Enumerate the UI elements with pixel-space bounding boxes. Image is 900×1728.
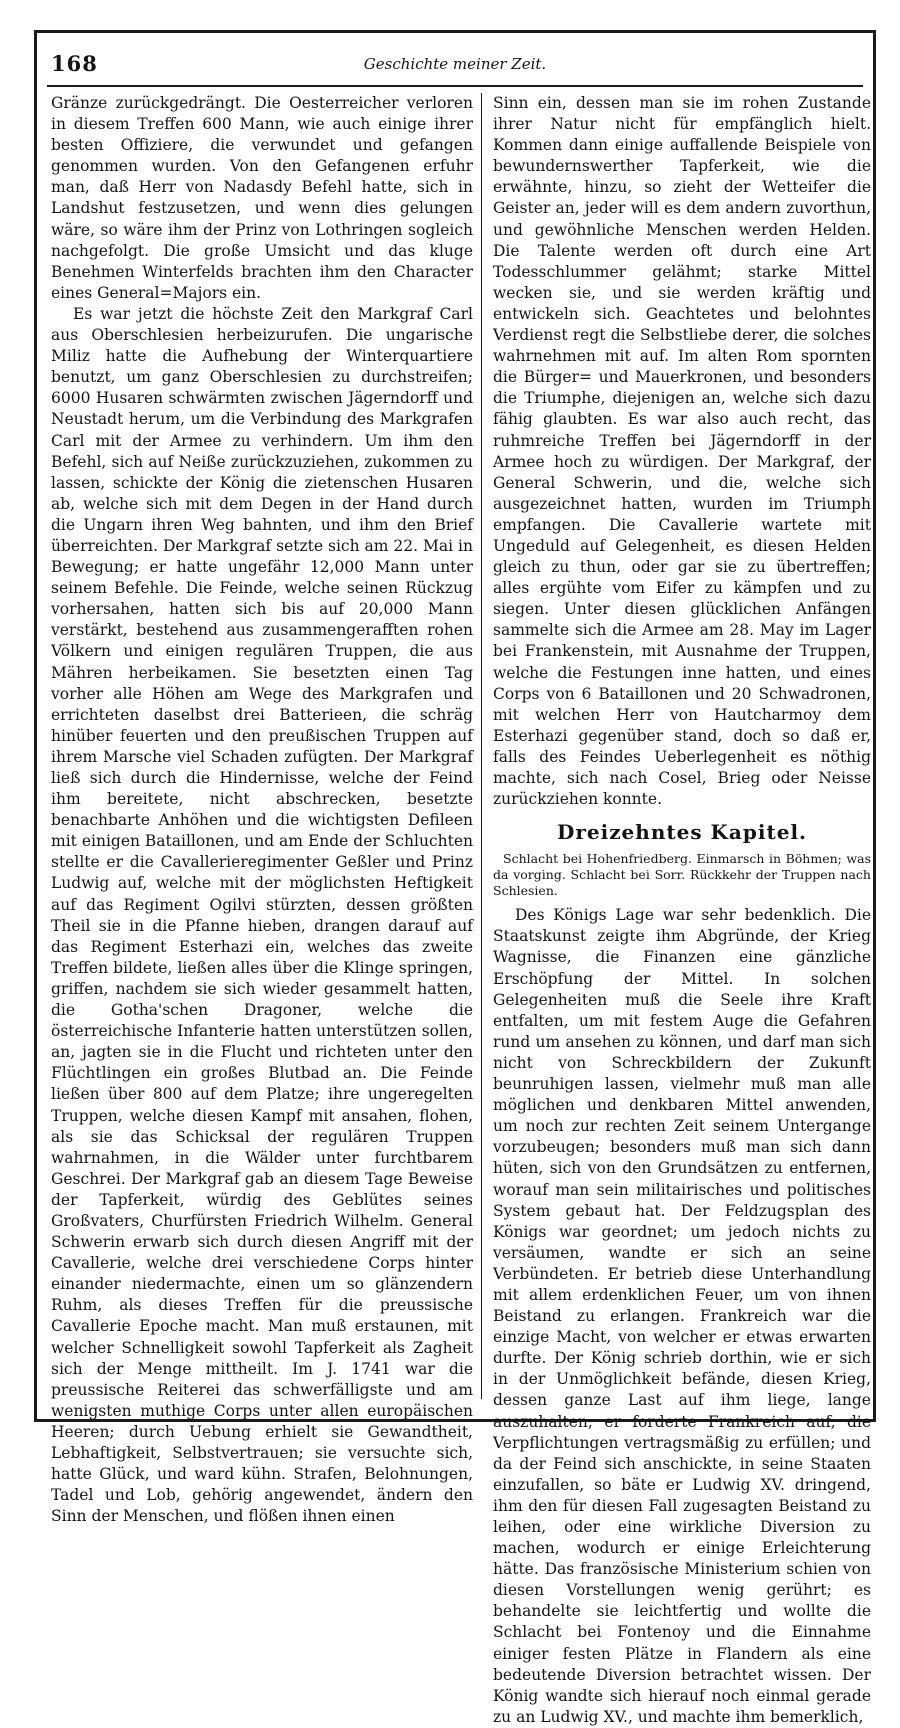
page-frame	[34, 30, 876, 1726]
right-column	[493, 93, 871, 1726]
paragraph: Sinn ein, dessen man sie im rohen Zustande ihrer Natur nicht für empfänglich hielt. Kommen dann einige auffallende Beispiele von bewundernswerther Tapferkeit, wie die erwähnte, hinzu, so zieht der Wetteifer die Geister an, jeder will es dem andern zuvorthun, und gewöhnliche Menschen werden Helden. Die Talente werden oft durch eine Art Todesschlummer gelähmt; starke Mittel wecken sie, und sie werden kräftig und entwickeln sich. Geachtetes und belohntes Verdienst regt die Selbstliebe derer, die solches wahrnehmen mit auf. Im alten Rom spornten die Bürger= und Mauerkronen, und besonders die Triumphe, diejenigen an, welche sich dazu fähig glaubten. Es war also auch recht, das ruhmreiche Treffen bei Jägerndorff in der Armee hoch zu würdigen. Der Markgraf, der General Schwerin, und die, welche sich ausgezeichnet hatten, wurden im Triumph empfangen. Die Cavallerie wartete mit Ungeduld auf Gelegenheit, es diesen Helden gleich zu thun, oder gar sie zu übertreffen; alles ergühte vom Eifer zu kämpfen und zu siegen. Unter diesen glücklichen Anfängen sammelte sich die Armee am 28. May im Lager bei Frankenstein, mit Ausnahme der Truppen, welche die Festungen inne hatten, und eines Corps von 6 Bataillonen und 20 Schwadronen, mit welchen Herr von Hautcharmoy dem Esterhazi gegenüber stand, doch so daß er, falls des Feindes Ueberlegenheit es nöthig machte, sich nach Cosel, Brieg oder Neisse zurückziehen konnte.	[493, 94, 871, 809]
chapter-summary: Schlacht bei Hohenfriedberg. Einmarsch in Böhmen; was da vorging. Schlacht bei Sorr. Rückkehr der Truppen nach Schlesien.	[493, 851, 871, 899]
column-divider	[481, 93, 482, 1399]
page-header	[47, 45, 863, 87]
left-column	[51, 93, 473, 1526]
paragraph: Gränze zurückgedrängt. Die Oesterreicher verloren in diesem Treffen 600 Mann, wie auch einige ihrer besten Offiziere, die verwundet und gefangen genommen wurden. Von den Gefangenen erfuhr man, daß Herr von Nadasdy Befehl hatte, sich in Landshut festzusetzen, und wenn dies gelungen wäre, so wäre ihm der Prinz von Lothringen sogleich nachgefolgt. Die große Umsicht und das kluge Benehmen Winterfelds brachten ihm den Character eines General=Majors ein.	[51, 94, 473, 302]
chapter-title: Dreizehntes Kapitel.	[557, 820, 807, 845]
paragraph: Des Königs Lage war sehr bedenklich. Die Staatskunst zeigte ihm Abgründe, der Krieg Wagnisse, die Finanzen eine gänzliche Erschöpfung der Mittel. In solchen Gelegenheiten muß die Seele ihre Kraft entfalten, um mit festem Auge die Gefahren rund um ansehen zu können, und darf man sich nicht von Schreckbildern der Zukunft beunruhigen lassen, vielmehr muß man alle möglichen und denkbaren Mittel anwenden, um noch zur rechten Zeit seinem Untergange vorzubeugen; besonders muß man sich dann hüten, sich von den Grundsätzen zu entfernen, worauf man sein militairisches und politisches System gebaut hat. Der Feldzugsplan des Königs war geordnet; um jedoch nichts zu versäumen, wandte er sich an seine Verbündeten. Er betrieb diese Unterhandlung mit allem erdenklichen Feuer, um von ihnen Beistand zu erlangen. Frankreich war die einzige Macht, von welcher er etwas erwarten durfte. Der König schrieb dorthin, wie er sich in der Unmöglichkeit befände, diesen Krieg, dessen ganze Last auf ihm liege, lange auszuhalten; er forderte Frankreich auf, die Verpflichtungen vertragsmäßig zu erfüllen; und da der Feind sich anschickte, in seine Staaten einzufallen, so bäte er Ludwig XV. dringend, ihm den für diesen Fall zugesagten Beistand zu leihen, oder eine wirkliche Diversion zu machen, wodurch er einige Erleichterung hätte. Das französische Ministerium schien von diesen Vorstellungen wenig gerührt; es behandelte sie leichtfertig und wollte die Schlacht bei Fontenoy und die Einnahme einiger festen Plätze in Flandern als eine bedeutende Diversion betrachtet wissen. Der König wandte sich hierauf noch einmal gerade zu an Ludwig XV., und machte ihm bemerklich,	[493, 906, 871, 1726]
page-number: 168	[51, 51, 98, 76]
running-title: Geschichte meiner Zeit.	[363, 55, 547, 73]
paragraph: Es war jetzt die höchste Zeit den Markgraf Carl aus Oberschlesien herbeizurufen. Die ungarische Miliz hatte die Aufhebung der Winterquartiere benutzt, um ganz Oberschlesien zu durchstreifen; 6000 Husaren schwärmten zwischen Jägerndorff und Neustadt herum, um die Verbindung des Markgrafen Carl mit der Armee zu verhindern. Um ihm den Befehl, sich auf Neiße zurückzuziehen, zukommen zu lassen, schickte der König die zietenschen Husaren ab, welche sich mit dem Degen in der Hand durch die Ungarn ihren Weg bahnten, und ihm den Brief überreichten. Der Markgraf setzte sich am 22. Mai in Bewegung; er hatte ungefähr 12,000 Mann unter seinem Befehle. Die Feinde, welche seinen Rückzug vorhersahen, hatten sich bis auf 20,000 Mann verstärkt, bestehend aus zusammengerafften rohen Völkern und einigen regulären Truppen, die aus Mähren herbeikamen. Sie besetzten einen Tag vorher alle Höhen am Wege des Markgrafen und errichteten daselbst drei Batterieen, die schräg hinüber feuerten und den preußischen Truppen auf ihrem Marsche viel Schaden zufügten. Der Markgraf ließ sich durch die Hindernisse, welche der Feind ihm bereitete, nicht abschrecken, besetzte benachbarte Anhöhen und die wichtigsten Defileen mit einigen Bataillonen, und am Ende der Schluchten stellte er die Cavallerieregimenter Geßler und Prinz Ludwig auf, welche mit der möglichsten Heftigkeit auf das Regiment Ogilvi stürzten, dessen größten Theil sie in die Pfanne hieben, drangen darauf auf das Regiment Esterhazi ein, welches das zweite Treffen bildete, ließen alles über die Klinge springen, griffen, nachdem sie sich wieder gesammelt hatten, die Gotha'schen Dragoner, welche die österreichische Infanterie hatten unterstützen sollen, an, jagten sie in die Flucht und richteten unter den Flüchtlingen ein großes Blutbad an. Die Feinde ließen über 800 auf dem Platze; ihre ungeregelten Truppen, welche diesen Kampf mit ansahen, flohen, als sie das Schicksal der regulären Truppen wahrnahmen, in die Wälder unter furchtbarem Geschrei. Der Markgraf gab an diesem Tage Beweise der Tapferkeit, würdig des Geblütes seines Großvaters, Churfürsten Friedrich Wilhelm. General Schwerin erwarb sich durch diesen Angriff mit der Cavallerie, welche drei verschiedene Corps hinter einander niedermachte, einen um so glänzendern Ruhm, als dieses Treffen für die preussische Cavallerie Epoche macht. Man muß erstaunen, mit welcher Schnelligkeit sowohl Tapferkeit als Zagheit sich der Menge mittheilt. Im J. 1741 war die preussische Reiterei das schwerfälligste und am wenigsten muthige Corps unter allen europäischen Heeren; durch Uebung erhielt sie Gewandtheit, Lebhaftigkeit, Selbstvertrauen; sie versuchte sich, hatte Glück, und ward kühn. Strafen, Belohnungen, Tadel und Lob, gehörig angewendet, ändern den Sinn der Menschen, und flößen ihnen einen	[51, 304, 473, 1526]
